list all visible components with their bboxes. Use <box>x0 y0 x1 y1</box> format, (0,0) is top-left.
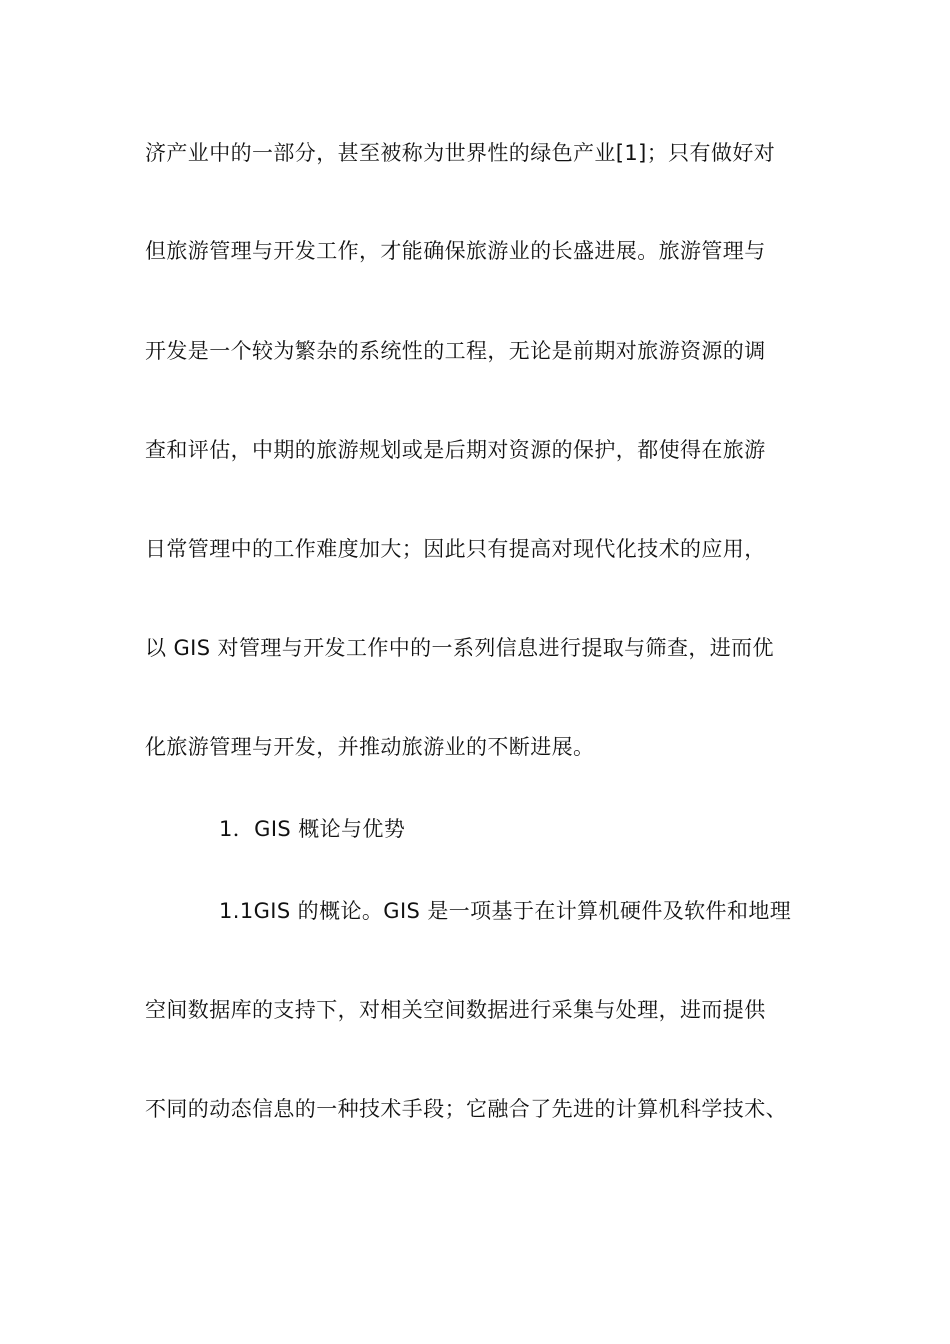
paragraph-line-5: 日常管理中的工作难度加大；因此只有提高对现代化技术的应用， <box>145 537 766 561</box>
paragraph-line-7: 化旅游管理与开发，并推动旅游业的不断进展。 <box>145 735 595 759</box>
paragraph-line-2: 但旅游管理与开发工作，才能确保旅游业的长盛进展。旅游管理与 <box>145 239 766 263</box>
paragraph-line-1: 济产业中的一部分，甚至被称为世界性的绿色产业[1]；只有做好对 <box>145 141 776 165</box>
paragraph-line-6: 以 GIS 对管理与开发工作中的一系列信息进行提取与筛查，进而优 <box>145 636 774 660</box>
section-heading: 1．GIS 概论与优势 <box>219 817 406 841</box>
subsection-line-3: 不同的动态信息的一种技术手段；它融合了先进的计算机科学技术、 <box>145 1097 787 1121</box>
paragraph-line-4: 查和评估，中期的旅游规划或是后期对资源的保护，都使得在旅游 <box>145 438 766 462</box>
subsection-line-1: 1.1GIS 的概论。GIS 是一项基于在计算机硬件及软件和地理 <box>219 899 792 923</box>
paragraph-line-3: 开发是一个较为繁杂的系统性的工程，无论是前期对旅游资源的调 <box>145 339 766 363</box>
subsection-line-2: 空间数据库的支持下，对相关空间数据进行采集与处理，进而提供 <box>145 998 766 1022</box>
